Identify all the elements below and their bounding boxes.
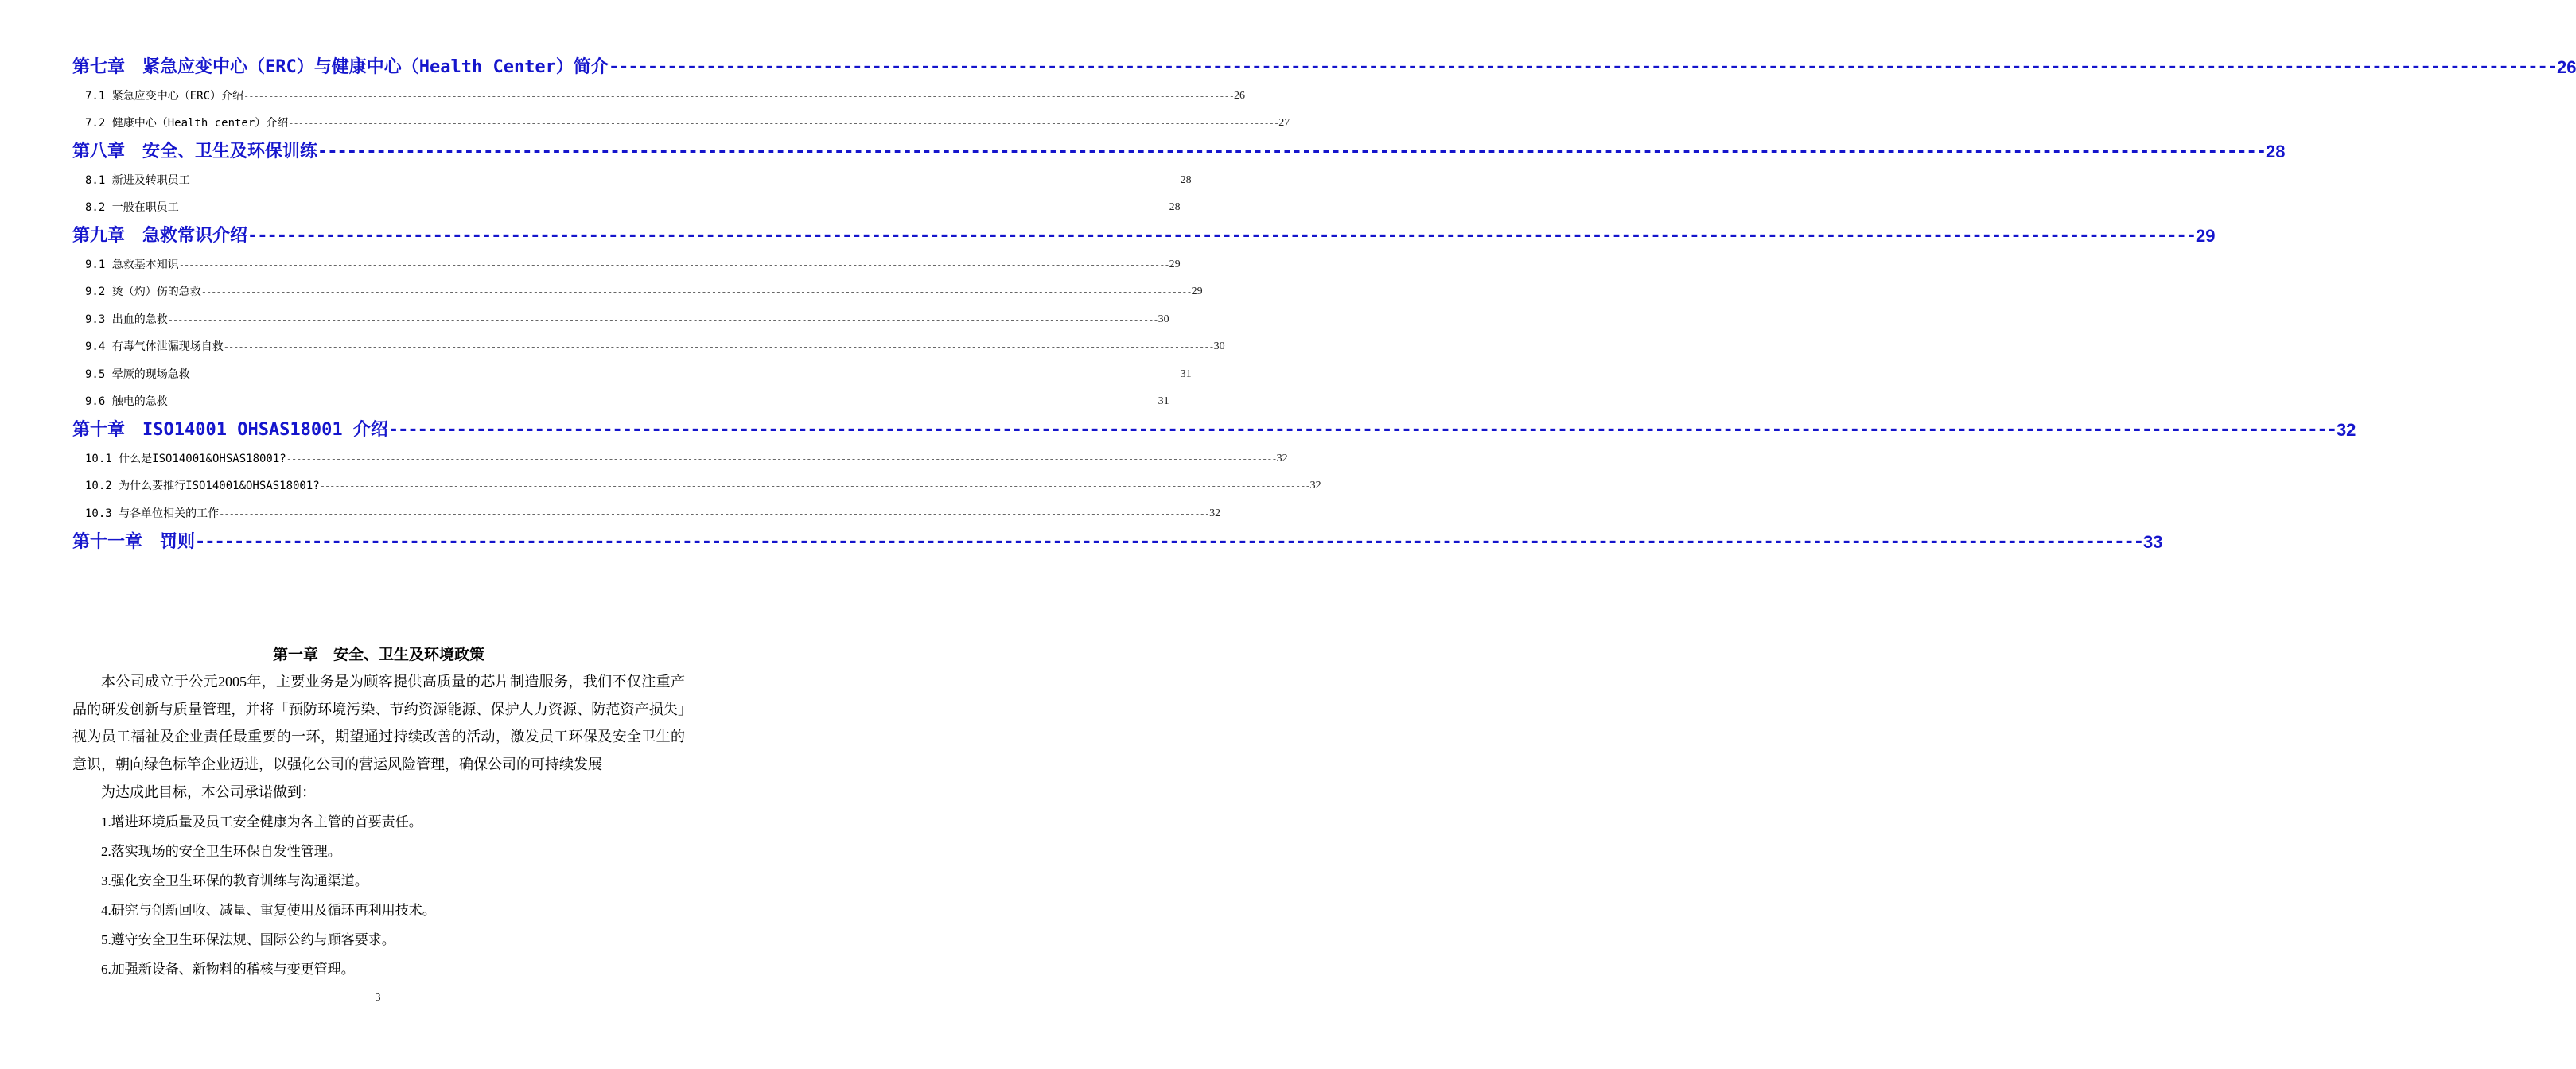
toc-entry-title: 第十章 ISO14001 OHSAS18001 介绍	[72, 420, 388, 440]
toc-page-number: 30	[1158, 313, 1169, 325]
page-number: 3	[375, 992, 381, 1004]
toc-section-10-3[interactable]	[72, 500, 1221, 527]
toc-page-number: 32	[1309, 480, 1321, 492]
chapter-title: 第一章 安全、卫生及环境政策	[272, 646, 484, 663]
toc-section-9-5[interactable]	[72, 360, 1192, 388]
toc-chapter-10[interactable]	[72, 415, 2356, 445]
commitment-item: 2.落实现场的安全卫生环保自发性管理。	[101, 844, 341, 859]
toc-leader-dashes: --------------------------------------------------------------------------------------------------------------------------------------------------------------------------------------------------------	[387, 420, 2337, 440]
toc-entry-title: 10.2 为什么要推行ISO14001&OHSAS18001?	[85, 480, 320, 492]
toc-page-number: 32	[1209, 507, 1221, 519]
toc-page-number: 31	[1158, 395, 1169, 407]
toc-entry-title: 7.2 健康中心（Health center）介绍	[85, 117, 289, 130]
toc-chapter-8[interactable]	[72, 137, 2286, 166]
toc-entry-title: 9.2 烫（灼）伤的急救	[85, 286, 201, 298]
toc-leader-dashes: --------------------------------------------------------------------------------------------------------------------------------------------------------------------------------------------------------	[178, 259, 1169, 270]
toc-page-number: 28	[2266, 142, 2286, 161]
toc-leader-dashes: --------------------------------------------------------------------------------------------------------------------------------------------------------------------------------------------------------	[200, 286, 1192, 297]
toc-page-number: 27	[1278, 117, 1290, 129]
toc-entry-title: 第八章 安全、卫生及环保训练	[72, 142, 318, 161]
commitment-intro: 为达成此目标，本公司承诺做到：	[101, 784, 316, 800]
toc-section-9-1[interactable]	[72, 251, 1181, 278]
toc-section-10-1[interactable]	[72, 445, 1288, 472]
commitment-item: 3.强化安全卫生环保的教育训练与沟通渠道。	[101, 873, 368, 888]
toc-entry-title: 9.5 晕厥的现场急救	[85, 367, 190, 381]
toc-page-number: 32	[2336, 420, 2356, 440]
toc-page-number: 26	[1233, 89, 1245, 102]
toc-leader-dashes: --------------------------------------------------------------------------------------------------------------------------------------------------------------------------------------------------------	[178, 202, 1169, 213]
toc-page-number: 33	[2143, 531, 2163, 552]
toc-leader-dashes: --------------------------------------------------------------------------------------------------------------------------------------------------------------------------------------------------------	[608, 57, 2557, 77]
toc-entry-title: 10.3 与各单位相关的工作	[85, 507, 220, 520]
toc-page-number: 29	[2196, 226, 2216, 246]
toc-leader-dashes: --------------------------------------------------------------------------------------------------------------------------------------------------------------------------------------------------------	[319, 480, 1310, 492]
toc-section-9-6[interactable]	[72, 388, 1169, 416]
toc-section-9-4[interactable]	[72, 333, 1225, 361]
toc-leader-dashes: --------------------------------------------------------------------------------------------------------------------------------------------------------------------------------------------------------	[247, 226, 2197, 246]
toc-leader-dashes: --------------------------------------------------------------------------------------------------------------------------------------------------------------------------------------------------------	[286, 453, 1277, 465]
chapter-1-section	[72, 644, 685, 984]
toc-chapter-11[interactable]	[72, 527, 2163, 557]
toc-section-10-2[interactable]	[72, 472, 1321, 500]
toc-leader-dashes: --------------------------------------------------------------------------------------------------------------------------------------------------------------------------------------------------------	[223, 341, 1214, 352]
toc-entry-title: 7.1 紧急应变中心（ERC）介绍	[85, 89, 244, 103]
toc-section-7-2[interactable]	[72, 110, 1290, 138]
toc-leader-dashes: --------------------------------------------------------------------------------------------------------------------------------------------------------------------------------------------------------	[167, 313, 1158, 325]
toc-entry-title: 10.1 什么是ISO14001&OHSAS18001?	[85, 452, 286, 465]
toc-page-number: 29	[1169, 258, 1181, 270]
toc-chapter-9[interactable]	[72, 221, 2216, 251]
toc-page-number: 28	[1180, 173, 1192, 186]
toc-section-8-2[interactable]	[72, 194, 1181, 222]
toc-leader-dashes: --------------------------------------------------------------------------------------------------------------------------------------------------------------------------------------------------------	[189, 368, 1181, 380]
toc-chapter-7[interactable]	[72, 52, 2576, 82]
toc-page-number: 30	[1213, 340, 1225, 352]
toc-leader-dashes: --------------------------------------------------------------------------------------------------------------------------------------------------------------------------------------------------------	[243, 90, 1234, 102]
toc-entry-title: 9.3 出血的急救	[85, 313, 168, 326]
toc-page-number: 29	[1191, 286, 1203, 297]
toc-leader-dashes: --------------------------------------------------------------------------------------------------------------------------------------------------------------------------------------------------------	[189, 174, 1181, 186]
toc-leader-dashes: --------------------------------------------------------------------------------------------------------------------------------------------------------------------------------------------------------	[219, 507, 1210, 519]
toc-entry-title: 9.1 急救基本知识	[85, 258, 179, 271]
commitment-item: 1.增进环境质量及员工安全健康为各主管的首要责任。	[101, 814, 422, 830]
toc-entry-title: 8.2 一般在职员工	[85, 201, 179, 214]
toc-section-8-1[interactable]	[72, 166, 1192, 194]
toc-section-7-1[interactable]	[72, 82, 1245, 110]
toc-leader-dashes: --------------------------------------------------------------------------------------------------------------------------------------------------------------------------------------------------------	[317, 142, 2267, 161]
toc-page-number: 31	[1180, 367, 1192, 380]
toc-entry-title: 8.1 新进及转职员工	[85, 173, 190, 187]
toc-page-number: 26	[2556, 57, 2576, 77]
toc-section-9-3[interactable]	[72, 305, 1169, 333]
policy-intro-paragraph: 本公司成立于公元2005年，主要业务是为顾客提供高质量的芯片制造服务，我们不仅注重产品的研发创新与质量管理，并将「预防环境污染、节约资源能源、保护人力资源、防范资产损失」视为员工福祉及企业责任最重要的一环，期望通过持续改善的活动，激发员工环保及安全卫生的意识，朝向绿色标竿企业迈进，以强化公司的营运风险管理，确保公司的可持续发展	[72, 674, 685, 772]
toc-entry-title: 9.6 触电的急救	[85, 395, 168, 408]
commitment-item: 4.研究与创新回收、减量、重复使用及循环再利用技术。	[101, 903, 436, 918]
toc-entry-title: 第七章 紧急应变中心（ERC）与健康中心（Health Center）简介	[72, 57, 609, 77]
toc-entry-title: 第十一章 罚则	[72, 531, 196, 552]
commitment-item: 6.加强新设备、新物料的稽核与变更管理。	[101, 962, 355, 977]
toc-leader-dashes: --------------------------------------------------------------------------------------------------------------------------------------------------------------------------------------------------------	[195, 531, 2144, 552]
toc-section-9-2[interactable]	[72, 278, 1203, 306]
toc-leader-dashes: --------------------------------------------------------------------------------------------------------------------------------------------------------------------------------------------------------	[167, 396, 1158, 407]
commitment-item: 5.遵守安全卫生环保法规、国际公约与顾客要求。	[101, 932, 395, 947]
toc-entry-title: 9.4 有毒气体泄漏现场自救	[85, 340, 224, 353]
toc-leader-dashes: --------------------------------------------------------------------------------------------------------------------------------------------------------------------------------------------------------	[288, 118, 1279, 129]
toc-entry-title: 第九章 急救常识介绍	[72, 226, 248, 246]
table-of-contents	[72, 52, 2576, 557]
toc-page-number: 28	[1169, 201, 1181, 213]
toc-page-number: 32	[1276, 452, 1288, 465]
